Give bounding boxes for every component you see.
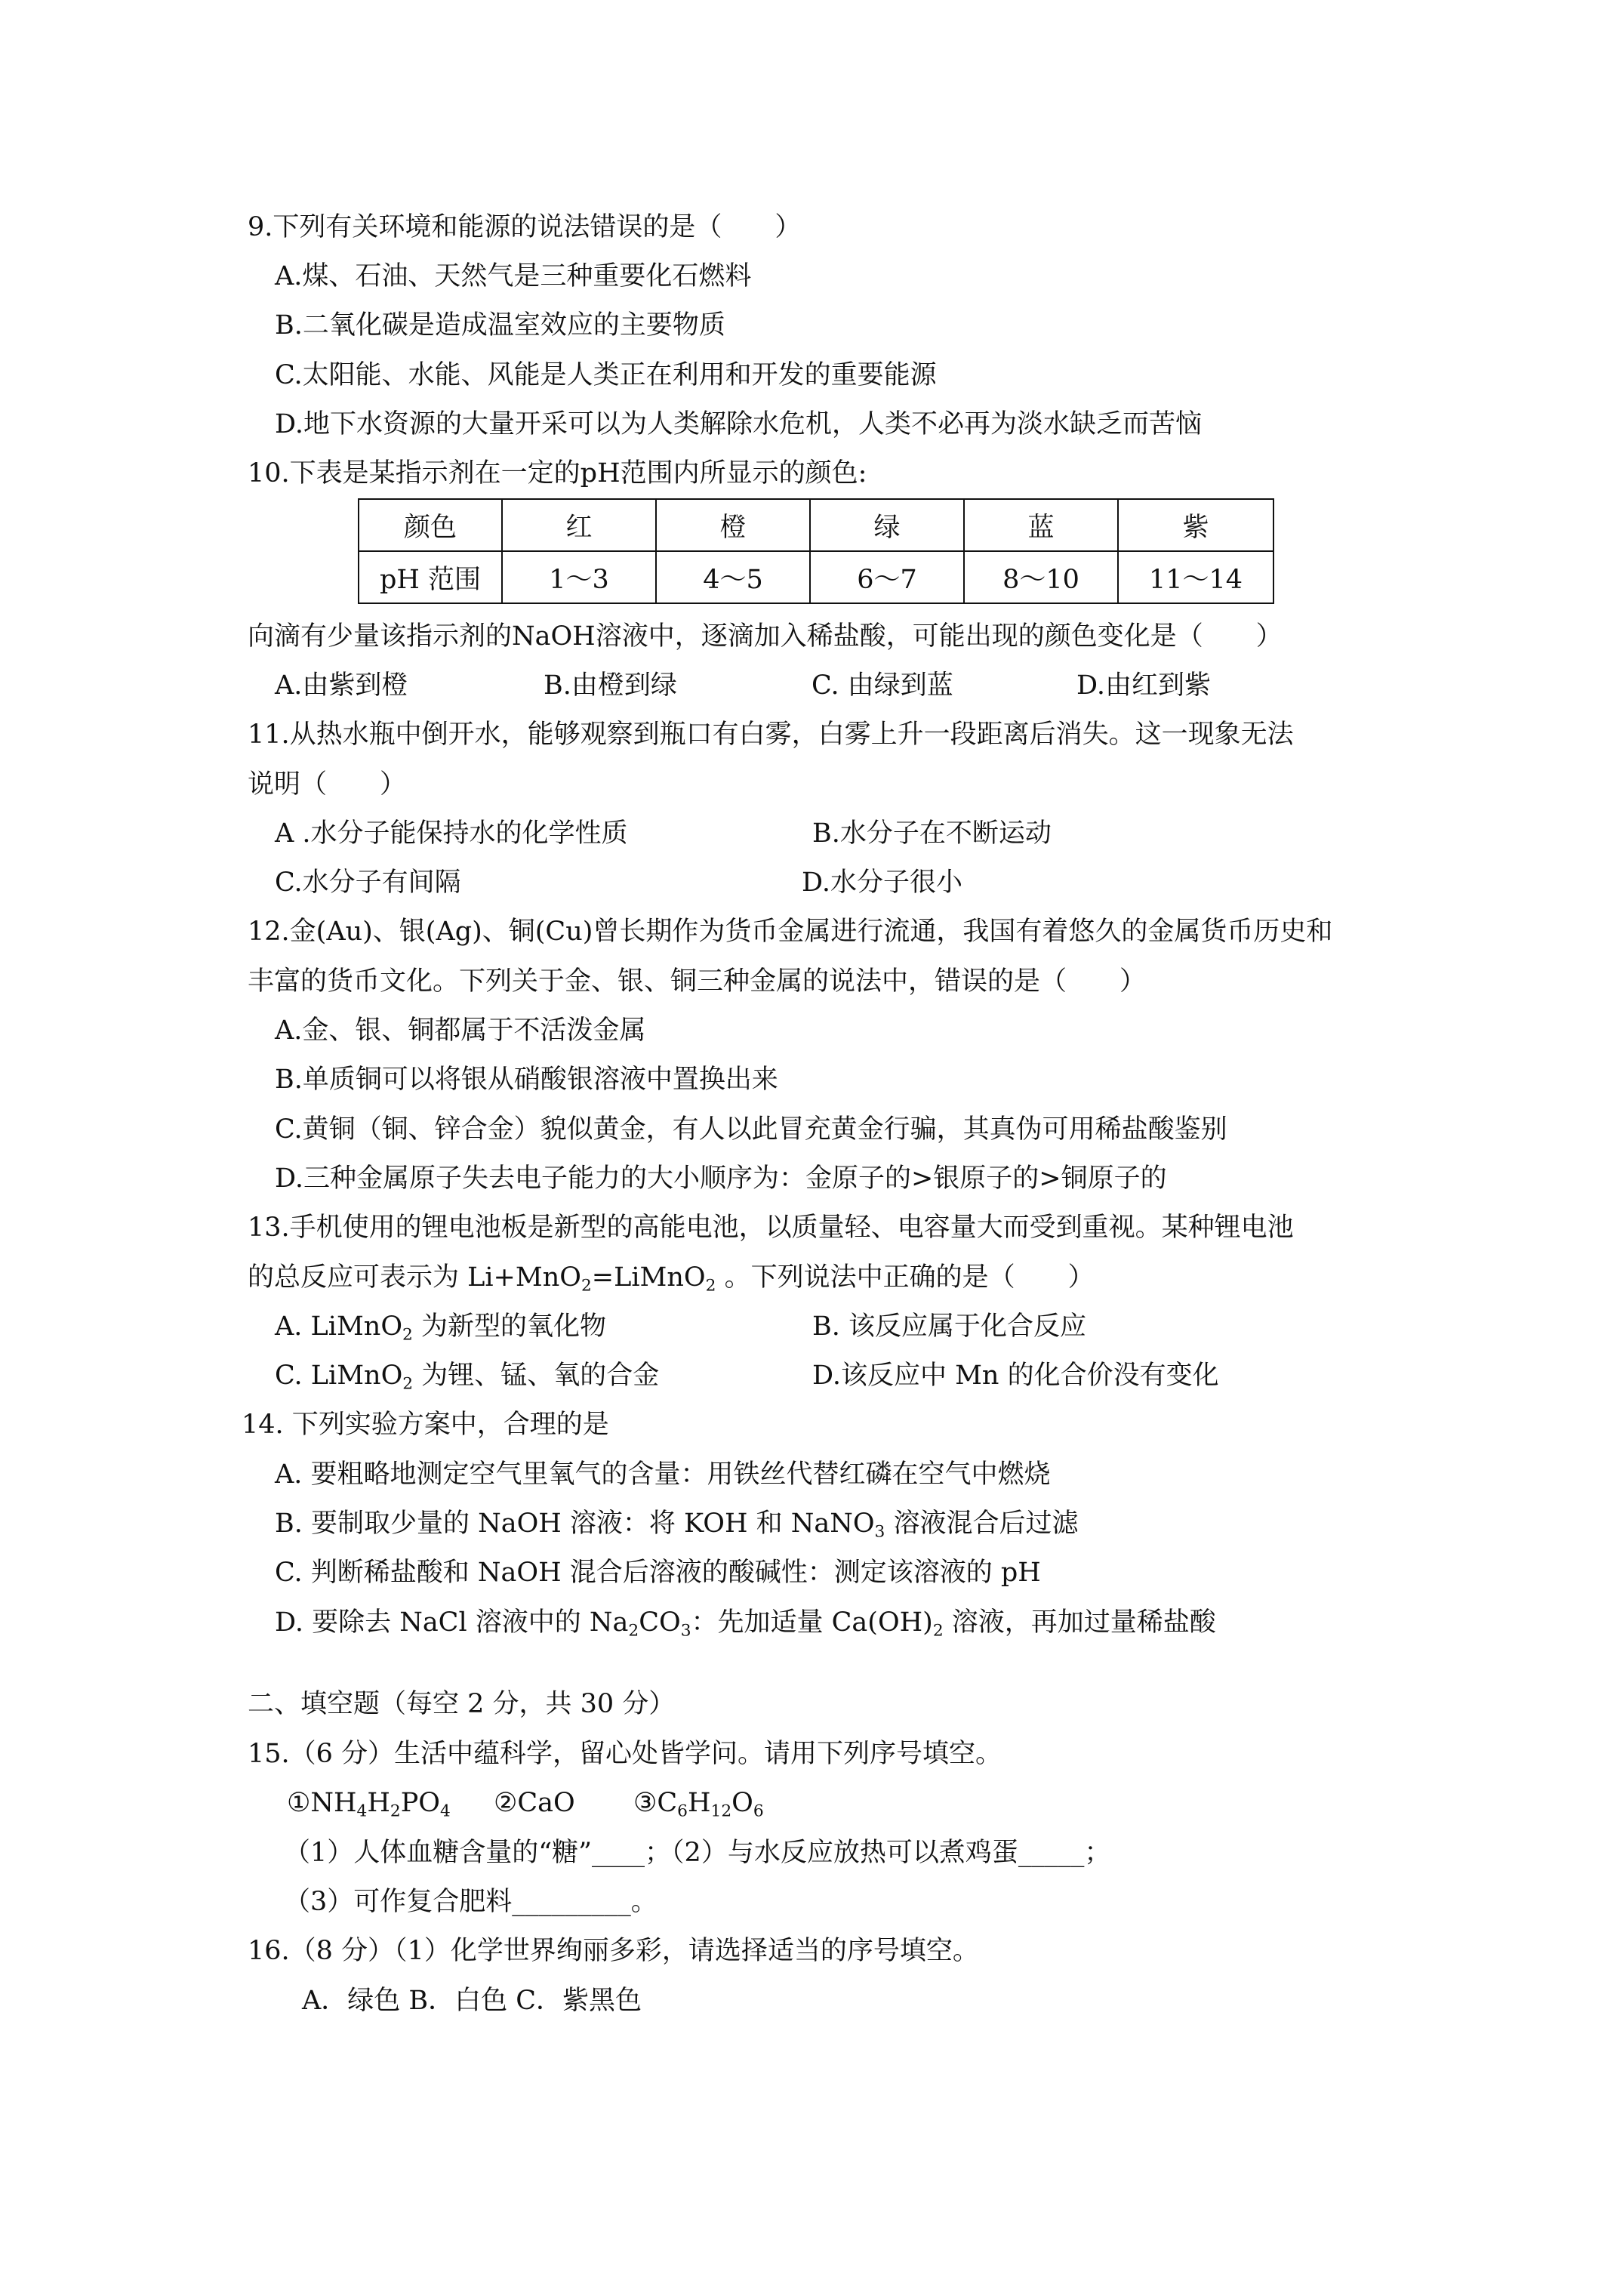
- q11-option-d: D.水分子很小: [802, 868, 962, 898]
- table-cell-color: 紫: [1118, 499, 1273, 551]
- q13-option-d: D.该反应中 Mn 的化合价没有变化: [812, 1361, 1219, 1391]
- q12-stem-line2: 丰富的货币文化。下列关于金、银、铜三种金属的说法中，错误的是（ ）: [248, 966, 1147, 997]
- table-row-header: 颜色: [359, 499, 502, 551]
- q15-item-3: $③C_6H_{12}O_6$: [633, 1788, 764, 1821]
- q9-option-a: A.煤、石油、天然气是三种重要化石燃料: [275, 261, 752, 291]
- q15-stem: 15.（6 分）生活中蕴科学，留心处皆学问。请用下列序号填空。: [248, 1739, 1002, 1769]
- q12-option-d: D.三种金属原子失去电子能力的大小顺序为：金原子的>银原子的>铜原子的: [275, 1163, 1167, 1194]
- q11-option-a: A .水分子能保持水的化学性质: [275, 818, 628, 849]
- q9-option-d: D.地下水资源的大量开采可以为人类解除水危机，人类不必再为淡水缺乏而苦恼: [275, 409, 1202, 439]
- q10-stem: 10.下表是某指示剂在一定的pH范围内所显示的颜色:: [248, 458, 867, 488]
- q10-option-d: D.由红到紫: [1076, 670, 1211, 701]
- table-cell-range: 8～10: [964, 551, 1118, 603]
- q12-option-b: B.单质铜可以将银从硝酸银溶液中置换出来: [275, 1065, 778, 1095]
- q13-option-a: A. LiMnO$_2$ 为新型的氧化物: [275, 1311, 606, 1345]
- section-2-title: 二、填空题（每空 2 分，共 30 分）: [248, 1689, 676, 1719]
- q13-stem-line1: 13.手机使用的锂电池板是新型的高能电池，以质量轻、电容量大而受到重视。某种锂电池: [248, 1213, 1294, 1243]
- q16-stem: 16.（8 分）（1）化学世界绚丽多彩，请选择适当的序号填空。: [248, 1936, 979, 1966]
- q14-option-a: A. 要粗略地测定空气里氧气的含量：用铁丝代替红磷在空气中燃烧: [275, 1459, 1051, 1490]
- q12-stem-line1: 12.金(Au)、银(Ag)、铜(Cu)曾长期作为货币金属进行流通，我国有着悠久的金属货币历史和: [248, 917, 1333, 947]
- q11-stem-line1: 11.从热水瓶中倒开水，能够观察到瓶口有白雾，白雾上升一段距离后消失。这一现象无法: [248, 720, 1294, 750]
- table-cell-range: 1～3: [502, 551, 656, 603]
- q10-option-c: C. 由绿到蓝: [812, 670, 953, 701]
- q9-option-b: B.二氧化碳是造成温室效应的主要物质: [275, 310, 725, 341]
- q12-option-c: C.黄铜（铜、锌合金）貌似黄金，有人以此冒充黄金行骗，其真伪可用稀盐酸鉴别: [275, 1114, 1227, 1145]
- table-cell-color: 红: [502, 499, 656, 551]
- table-cell-color: 橙: [656, 499, 810, 551]
- q14-option-c: C. 判断稀盐酸和 NaOH 混合后溶液的酸碱性：测定该溶液的 pH: [275, 1558, 1041, 1588]
- table-cell-range: 11～14: [1118, 551, 1273, 603]
- q15-item-1: $①NH_4H_2PO_4$: [287, 1788, 451, 1821]
- table-row-colors: [359, 499, 1273, 551]
- q9-stem: 9.下列有关环境和能源的说法错误的是（ ）: [248, 212, 802, 242]
- q10-option-a: A.由紫到橙: [275, 670, 408, 701]
- ph-color-table: [358, 498, 1274, 604]
- q15-item-2: ②CaO: [494, 1788, 575, 1818]
- table-cell-color: 绿: [810, 499, 964, 551]
- q15-line-2: （1）人体血糖含量的“糖”____；（2）与水反应放热可以煮鸡蛋_____；: [284, 1838, 1111, 1868]
- table-row-ranges: [359, 551, 1273, 603]
- q10-option-b: B.由橙到绿: [544, 670, 677, 701]
- q14-option-d: D. 要除去 NaCl 溶液中的 $Na_2CO_3$：先加适量 $Ca(OH)_2$ 溶液，再加过量稀盐酸: [275, 1607, 1216, 1641]
- q14-option-b: B. 要制取少量的 NaOH 溶液：将 KOH 和 NaNO$_3$ 溶液混合后过滤: [275, 1509, 1079, 1542]
- q12-option-a: A.金、银、铜都属于不活泼金属: [275, 1015, 646, 1046]
- table-row-header: pH 范围: [359, 551, 502, 603]
- q13-stem-line2: 的总反应可表示为 Li+MnO$_2$=LiMnO$_2$ 。下列说法中正确的是（ ）: [248, 1262, 1095, 1296]
- q15-line-3: （3）可作复合肥料_________。: [284, 1887, 658, 1917]
- table-cell-range: 4～5: [656, 551, 810, 603]
- q9-option-c: C.太阳能、水能、风能是人类正在利用和开发的重要能源: [275, 360, 937, 390]
- q13-option-b: B. 该反应属于化合反应: [812, 1311, 1086, 1342]
- q11-option-b: B.水分子在不断运动: [812, 818, 1052, 849]
- q11-option-c: C.水分子有间隔: [275, 868, 461, 898]
- q10-question: 向滴有少量该指示剂的NaOH溶液中，逐滴加入稀盐酸，可能出现的颜色变化是（ ）: [248, 621, 1283, 652]
- table-cell-color: 蓝: [964, 499, 1118, 551]
- q11-stem-line2: 说明（ ）: [248, 769, 407, 800]
- q16-options: A．绿色 B．白色 C．紫黑色: [302, 1986, 642, 2016]
- q14-stem: 14. 下列实验方案中，合理的是: [242, 1410, 609, 1440]
- q13-option-c: C. LiMnO$_2$ 为锂、锰、氧的合金: [275, 1361, 660, 1394]
- table-cell-range: 6～7: [810, 551, 964, 603]
